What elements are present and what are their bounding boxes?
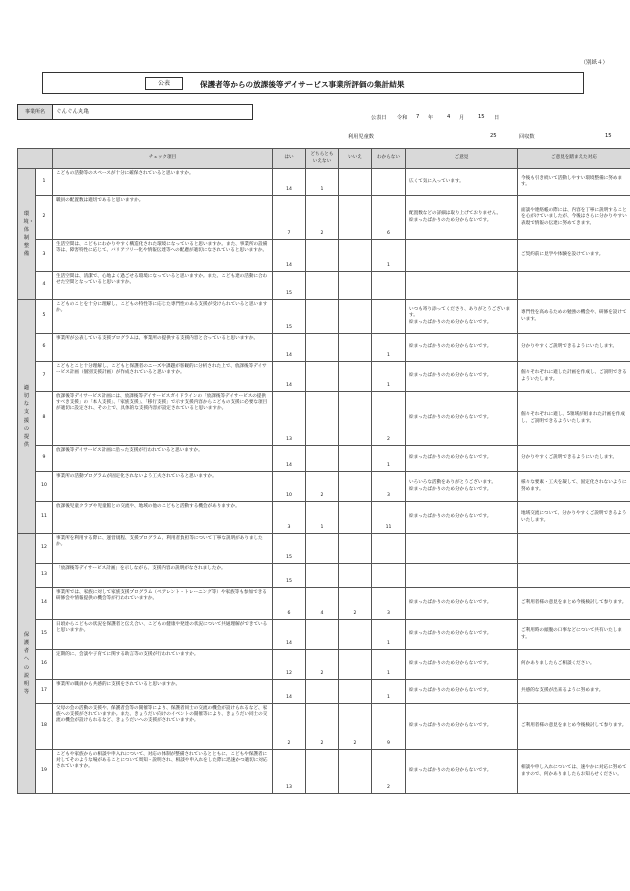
check-item: 定期的に、会談や子育てに関する助言等の支援が行われていますか。 bbox=[53, 650, 273, 680]
yes-count: 15 bbox=[273, 534, 306, 564]
response-cell: 今後も引き続いて活動しやすい環境整備に努めます。 bbox=[518, 169, 630, 196]
table-row bbox=[18, 272, 630, 300]
yes-count: 14 bbox=[273, 334, 306, 362]
unknown-count: 9 bbox=[372, 704, 406, 750]
users-label: 利用児童数 bbox=[348, 134, 374, 140]
table-row bbox=[18, 169, 630, 196]
yes-count: 15 bbox=[273, 272, 306, 300]
row-number: 4 bbox=[36, 272, 53, 300]
facility-name: ぐんぐん丸亀 bbox=[53, 104, 253, 120]
row-number: 8 bbox=[36, 392, 53, 446]
header-blank bbox=[18, 149, 53, 169]
date-year: 7 bbox=[416, 114, 420, 120]
date-day-unit: 日 bbox=[494, 115, 500, 121]
opinion-cell: 絵まったばかりのため分からないです。 bbox=[406, 362, 518, 392]
section-label-text: 適切な支援の提供 bbox=[23, 385, 30, 448]
neither-count bbox=[306, 362, 339, 392]
row-number: 6 bbox=[36, 334, 53, 362]
date-era: 令和 bbox=[397, 115, 408, 121]
opinion-cell: 絵まったばかりのため分からないです。 bbox=[406, 334, 518, 362]
header-opinion: ご意見 bbox=[406, 149, 518, 169]
check-item: 「放課後等デイサービス計画」を示しながら、支援内容の説明がなされましたか。 bbox=[53, 564, 273, 588]
users-count: 25 bbox=[490, 133, 497, 139]
response-cell: 分かりやすくご説明できるようにいたします。 bbox=[518, 334, 630, 362]
no-count bbox=[339, 240, 372, 272]
opinion-cell bbox=[406, 240, 518, 272]
opinion-cell: 絵まったばかりのため分からないです。 bbox=[406, 680, 518, 704]
section-label-text: 環境・体制整備 bbox=[23, 210, 34, 258]
unknown-count: 1 bbox=[372, 620, 406, 650]
date-day: 15 bbox=[478, 114, 485, 120]
unknown-count: 1 bbox=[372, 240, 406, 272]
response-cell bbox=[518, 564, 630, 588]
opinion-cell bbox=[406, 534, 518, 564]
unknown-count: 1 bbox=[372, 650, 406, 680]
neither-count: 1 bbox=[306, 502, 339, 534]
no-count bbox=[339, 446, 372, 472]
no-count bbox=[339, 196, 372, 240]
date-month: 4 bbox=[447, 114, 451, 120]
row-number: 15 bbox=[36, 620, 53, 650]
header-yes: はい bbox=[273, 149, 306, 169]
check-item: 生活空間は、こどもにわかりやすく構造化された環境になっていると思いますか。また、事業所の設備等は、障害特性に応じて、バリアフリー化や情報伝達等への配慮が適切になされていると思いますか。 bbox=[53, 240, 273, 272]
opinion-cell: 絵まったばかりのため分からないです。 bbox=[406, 620, 518, 650]
response-cell: ご契約前に見学や体験を設けています。 bbox=[518, 240, 630, 272]
row-number: 16 bbox=[36, 650, 53, 680]
unknown-count: 2 bbox=[372, 392, 406, 446]
table-row bbox=[18, 300, 630, 334]
neither-count: 1 bbox=[306, 169, 339, 196]
table-row bbox=[18, 588, 630, 620]
date-year-unit: 年 bbox=[428, 115, 434, 121]
neither-count: 2 bbox=[306, 196, 339, 240]
yes-count: 6 bbox=[273, 588, 306, 620]
response-cell bbox=[518, 534, 630, 564]
table-row bbox=[18, 196, 630, 240]
header-row bbox=[18, 149, 630, 169]
check-item: 事業所が公表している支援プログラムは、事業所の提供する支援内容と合っていると思いますか。 bbox=[53, 334, 273, 362]
unknown-count bbox=[372, 564, 406, 588]
section-label bbox=[18, 169, 36, 300]
neither-count bbox=[306, 680, 339, 704]
check-item: こどもの活動等のスペースが十分に確保されていると思いますか。 bbox=[53, 169, 273, 196]
table-row bbox=[18, 362, 630, 392]
check-item: 事業所では、家族に対して家族支援プログラム（ペアレント・トレーニング等）や家族等も参加できる研修会や情報提供の機会等が行われていますか。 bbox=[53, 588, 273, 620]
neither-count bbox=[306, 300, 339, 334]
header-response: ご意見を踏まえた対応 bbox=[518, 149, 630, 169]
response-cell: 何かありましたらご相談ください。 bbox=[518, 650, 630, 680]
unknown-count: 11 bbox=[372, 502, 406, 534]
header-no: いいえ bbox=[339, 149, 372, 169]
check-item: 放課後等デイサービス計画には、放課後等デイサービスガイドラインの「放課後等デイサービスの提供すべき支援」の「本人支援」、「家族支援」、「移行支援」で示す支援内容からこどもの支援に必要な項目が適切に設定され、その上で、具体的な支援内容が設定されていると思いますか。 bbox=[53, 392, 273, 446]
unknown-count bbox=[372, 534, 406, 564]
row-number: 14 bbox=[36, 588, 53, 620]
table-row bbox=[18, 472, 630, 502]
yes-count: 15 bbox=[273, 300, 306, 334]
no-count bbox=[339, 472, 372, 502]
yes-count: 14 bbox=[273, 169, 306, 196]
evaluation-table bbox=[17, 148, 630, 794]
neither-count bbox=[306, 240, 339, 272]
row-number: 17 bbox=[36, 680, 53, 704]
neither-count bbox=[306, 392, 339, 446]
unknown-count: 2 bbox=[372, 750, 406, 794]
row-number: 3 bbox=[36, 240, 53, 272]
check-item: こどものことを十分に理解し、こどもの特性等に応じた専門性のある支援が受けられていると思いますか。 bbox=[53, 300, 273, 334]
unknown-count: 1 bbox=[372, 334, 406, 362]
check-item: 事業所を利用する際に、運営規程、支援プログラム、利用者負担等について丁寧な説明がありましたか。 bbox=[53, 534, 273, 564]
table-body bbox=[18, 169, 630, 794]
response-cell: 分かりやすくご説明できるようにいたします。 bbox=[518, 446, 630, 472]
neither-count bbox=[306, 564, 339, 588]
opinion-cell: 絵まったばかりのため分からないです。 bbox=[406, 650, 518, 680]
response-cell: 共感的な支援が出来るように努めます。 bbox=[518, 680, 630, 704]
unknown-count: 3 bbox=[372, 472, 406, 502]
yes-count: 2 bbox=[273, 704, 306, 750]
no-count bbox=[339, 392, 372, 446]
yes-count: 13 bbox=[273, 750, 306, 794]
row-number: 7 bbox=[36, 362, 53, 392]
responses-count: 15 bbox=[605, 133, 612, 139]
no-count bbox=[339, 169, 372, 196]
table-row bbox=[18, 620, 630, 650]
check-item: 事業所の職員から共感的に支援をされていると思いますか。 bbox=[53, 680, 273, 704]
neither-count bbox=[306, 446, 339, 472]
neither-count: 2 bbox=[306, 650, 339, 680]
table-row bbox=[18, 446, 630, 472]
table-row bbox=[18, 704, 630, 750]
no-count bbox=[339, 564, 372, 588]
opinion-cell: いろいろな活動をありがとうございます。 絵まったばかりのため分からないです。 bbox=[406, 472, 518, 502]
yes-count: 14 bbox=[273, 620, 306, 650]
unknown-count bbox=[372, 169, 406, 196]
table-row bbox=[18, 392, 630, 446]
yes-count: 14 bbox=[273, 240, 306, 272]
header-neither: どちらとも いえない bbox=[306, 149, 339, 169]
response-cell: 地域交流について、分かりやすくご説明できるよういたします。 bbox=[518, 502, 630, 534]
public-label: 公表 bbox=[145, 77, 183, 90]
check-item: 生活空間は、清潔で、心地よく過ごせる環境になっていると思いますか。また、こども達の活動に合わせた空間となっていると思いますか。 bbox=[53, 272, 273, 300]
responses-label: 回収数 bbox=[519, 134, 535, 140]
yes-count: 3 bbox=[273, 502, 306, 534]
neither-count bbox=[306, 534, 339, 564]
no-count bbox=[339, 502, 372, 534]
neither-count bbox=[306, 750, 339, 794]
no-count bbox=[339, 272, 372, 300]
unknown-count: 6 bbox=[372, 196, 406, 240]
response-cell: 個々それぞれに適し、5領域が組まれた計画を作成し、ご説明できるよういたします。 bbox=[518, 392, 630, 446]
response-cell bbox=[518, 272, 630, 300]
no-count bbox=[339, 650, 372, 680]
section-label bbox=[18, 534, 36, 794]
yes-count: 13 bbox=[273, 392, 306, 446]
section-label bbox=[18, 300, 36, 534]
row-number: 1 bbox=[36, 169, 53, 196]
response-cell: 面談や連絡帳の際には、内容を丁寧に説明することを心がけていましたが、今後はさらに分かりやすい表現で情報の伝達に努めてきます。 bbox=[518, 196, 630, 240]
response-cell: 相談や申し入れについては、速やかに対応に努めてますので、何かありましたらお知らせください。 bbox=[518, 750, 630, 794]
unknown-count: 1 bbox=[372, 362, 406, 392]
opinion-cell: 広くて気に入っています。 bbox=[406, 169, 518, 196]
header-check: チェック項目 bbox=[53, 149, 273, 169]
neither-count bbox=[306, 272, 339, 300]
unknown-count: 1 bbox=[372, 446, 406, 472]
no-count bbox=[339, 362, 372, 392]
yes-count: 14 bbox=[273, 362, 306, 392]
opinion-cell: 絵まったばかりのため分からないです。 bbox=[406, 704, 518, 750]
table-row bbox=[18, 240, 630, 272]
no-count bbox=[339, 620, 372, 650]
facility-label: 事業所名 bbox=[17, 104, 53, 120]
neither-count: 2 bbox=[306, 472, 339, 502]
unknown-count bbox=[372, 272, 406, 300]
yes-count: 7 bbox=[273, 196, 306, 240]
neither-count: 2 bbox=[306, 704, 339, 750]
opinion-cell: 絵まったばかりのため分からないです。 bbox=[406, 588, 518, 620]
date-label: 公表日 bbox=[371, 115, 387, 121]
row-number: 13 bbox=[36, 564, 53, 588]
yes-count: 10 bbox=[273, 472, 306, 502]
neither-count bbox=[306, 334, 339, 362]
check-item: こどもとこと十分理解し、こどもと保護者のニーズや課題が客観的に分析された上で、放課後等デイサービス計画（個別支援計画）が作成されていると思いますか。 bbox=[53, 362, 273, 392]
table-row bbox=[18, 534, 630, 564]
opinion-cell bbox=[406, 564, 518, 588]
yes-count: 15 bbox=[273, 564, 306, 588]
opinion-cell: 絵まったばかりのため分からないです。 bbox=[406, 446, 518, 472]
opinion-cell: いつも寄り添ってくださり、ありがとうございます。 絵まったばかりのため分からないです。 bbox=[406, 300, 518, 334]
no-count bbox=[339, 300, 372, 334]
response-cell: 様々な要素・工夫を凝して、固定化されないように努めます。 bbox=[518, 472, 630, 502]
check-item: 職員の配置数は適切であると思いますか。 bbox=[53, 196, 273, 240]
opinion-cell bbox=[406, 272, 518, 300]
opinion-cell: 絵まったばかりのため分からないです。 bbox=[406, 392, 518, 446]
opinion-cell: 配置数などの詳細は取り上げておりません。 絵まったばかりのため分からないです。 bbox=[406, 196, 518, 240]
page-title: 保護者等からの放課後等デイサービス事業所評価の集計結果 bbox=[200, 80, 405, 89]
response-cell: ご利用者様の意見をまとめ今後検討して参ります。 bbox=[518, 588, 630, 620]
check-item: 日頃からこどもの状況を保護者と伝え合い、こどもの健康や発達の状況について共通理解ができていると思いますか。 bbox=[53, 620, 273, 650]
neither-count: 4 bbox=[306, 588, 339, 620]
table-row bbox=[18, 502, 630, 534]
row-number: 9 bbox=[36, 446, 53, 472]
row-number: 12 bbox=[36, 534, 53, 564]
no-count bbox=[339, 750, 372, 794]
section-label-text: 保護者への説明等 bbox=[23, 632, 30, 695]
unknown-count: 3 bbox=[372, 588, 406, 620]
row-number: 10 bbox=[36, 472, 53, 502]
table-row bbox=[18, 680, 630, 704]
no-count: 2 bbox=[339, 704, 372, 750]
row-number: 2 bbox=[36, 196, 53, 240]
row-number: 11 bbox=[36, 502, 53, 534]
check-item: 父母の会の活動の支援や、保護者会等の開催等により、保護者同士の交流の機会が設けられるなど、家族への支援がされていますか。また、きょうだい向けのイベントの開催等により、きょうだい同士の交流の機会が設けられるなど、きょうだいへの支援がされていますか。 bbox=[53, 704, 273, 750]
table-row bbox=[18, 650, 630, 680]
opinion-cell: 絵まったばかりのため分からないです。 bbox=[406, 750, 518, 794]
yes-count: 14 bbox=[273, 446, 306, 472]
response-cell: 個々それぞれに適した計画を作成し、ご説明できるよういたします。 bbox=[518, 362, 630, 392]
row-number: 5 bbox=[36, 300, 53, 334]
response-cell: ご利用時の頭腹の口事などについて共有いたします。 bbox=[518, 620, 630, 650]
yes-count: 14 bbox=[273, 680, 306, 704]
no-count bbox=[339, 534, 372, 564]
annex-label: （別紙４） bbox=[580, 60, 608, 66]
neither-count bbox=[306, 620, 339, 650]
unknown-count bbox=[372, 300, 406, 334]
table-row bbox=[18, 564, 630, 588]
check-item: 事業所の活動プログラムが固定化されないよう工夫されていると思いますか。 bbox=[53, 472, 273, 502]
header-unknown: わからない bbox=[372, 149, 406, 169]
table-row bbox=[18, 334, 630, 362]
date-month-unit: 月 bbox=[459, 115, 465, 121]
response-cell: 専門性を高めるための勉強の機会や、研修を設けています。 bbox=[518, 300, 630, 334]
check-item: こどもや家族からの相談や申入れについて、対応の体制が整備されているとともに、こどもや保護者に対してそのような場があることについて周知・説明され、相談や申入れをした際に迅速かつ適切に対応されていますか。 bbox=[53, 750, 273, 794]
response-cell: ご利用者様の意見をまとめ今後検討して参ります。 bbox=[518, 704, 630, 750]
row-number: 19 bbox=[36, 750, 53, 794]
table-row bbox=[18, 750, 630, 794]
no-count bbox=[339, 680, 372, 704]
row-number: 18 bbox=[36, 704, 53, 750]
no-count: 2 bbox=[339, 588, 372, 620]
yes-count: 12 bbox=[273, 650, 306, 680]
check-item: 放課後等デイサービス計画に沿った支援が行われていると思いますか。 bbox=[53, 446, 273, 472]
no-count bbox=[339, 334, 372, 362]
check-item: 放課後児童クラブや児童館との交流や、地域の他のこどもと活動する機会がありますか。 bbox=[53, 502, 273, 534]
unknown-count: 1 bbox=[372, 680, 406, 704]
opinion-cell: 絵まったばかりのため分からないです。 bbox=[406, 502, 518, 534]
